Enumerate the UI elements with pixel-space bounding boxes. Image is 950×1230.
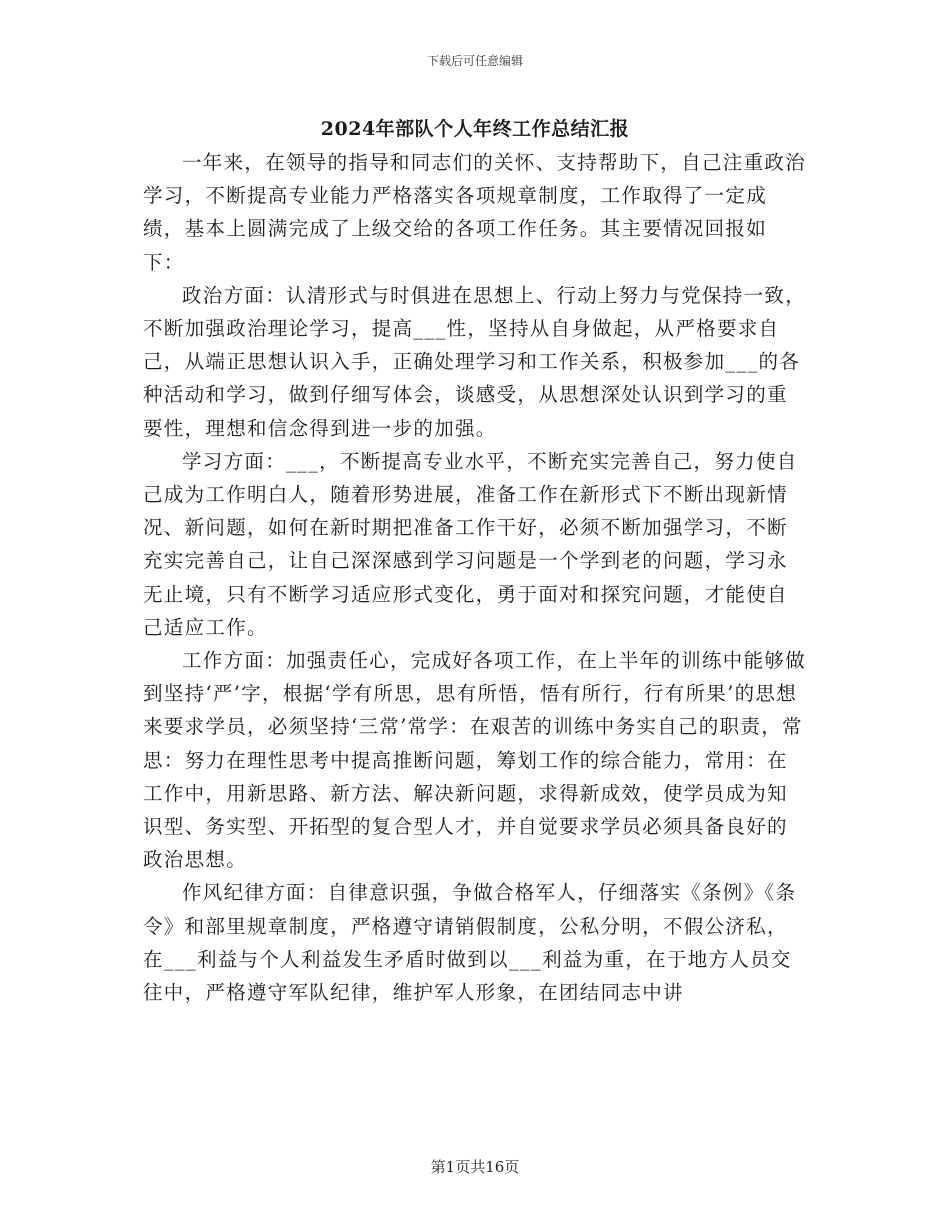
page-footer: 第1页共16页 — [430, 1158, 520, 1176]
document-title: 2024年部队个人年终工作总结汇报 — [320, 118, 630, 140]
paragraph-study: 学习方面：___，不断提高专业水平，不断充实完善自己，努力使自己成为工作明白人，随着形势进展，准备工作在新形式下不断出现新情况、新问题，如何在新时期把准备工作干好，必须不断加强学习，不断充实完善自己，让自己深深感到学习问题是一个学到老的问题，学习永无止境，只有不断学习适应形式变化，勇于面对和探究问题，才能使自己适应工作。 — [143, 449, 798, 639]
document-body — [143, 146, 808, 1009]
paragraph-work: 工作方面：加强责任心，完成好各项工作，在上半年的训练中能够做到坚持‘严’字，根据‘学有所思，思有所悟，悟有所行，行有所果’的思想来要求学员，必须坚持‘三常’常学：在艰苦的训练中务实自己的职责，常思：努力在理性思考中提高推断问题，筹划工作的综合能力，常用：在工作中，用新思路、新方法、解决新问题，求得新成效，使学员成为知识型、务实型、开拓型的复合型人才，并自觉要求学员必须具备良好的政治思想。 — [143, 649, 807, 872]
paragraph-politics: 政治方面：认清形式与时俱进在思想上、行动上努力与党保持一致，不断加强政治理论学习，提高___性，坚持从自身做起，从严格要求自己，从端正思想认识入手，正确处理学习和工作关系，积极参加___的各种活动和学习，做到仔细写体会，谈感受，从思想深处认识到学习的重要性，理想和信念得到进一步的加强。 — [143, 283, 807, 440]
paragraph-discipline: 作风纪律方面：自律意识强，争做合格军人，仔细落实《条例》《条令》和部里规章制度，严格遵守请销假制度，公私分明，不假公济私，在___利益与个人利益发生矛盾时做到以___利益为重，在于地方人员交往中，严格遵守军队纪律，维护军人形象，在团结同志中讲 — [143, 881, 797, 1005]
page-header: 下载后可任意编辑 — [426, 54, 523, 68]
paragraph-intro: 一年来，在领导的指导和同志们的关怀、支持帮助下，自己注重政治学习，不断提高专业能力严格落实各项规章制度，工作取得了一定成绩，基本上圆满完成了上级交给的各项工作任务。其主要情况回报如下： — [143, 151, 807, 274]
